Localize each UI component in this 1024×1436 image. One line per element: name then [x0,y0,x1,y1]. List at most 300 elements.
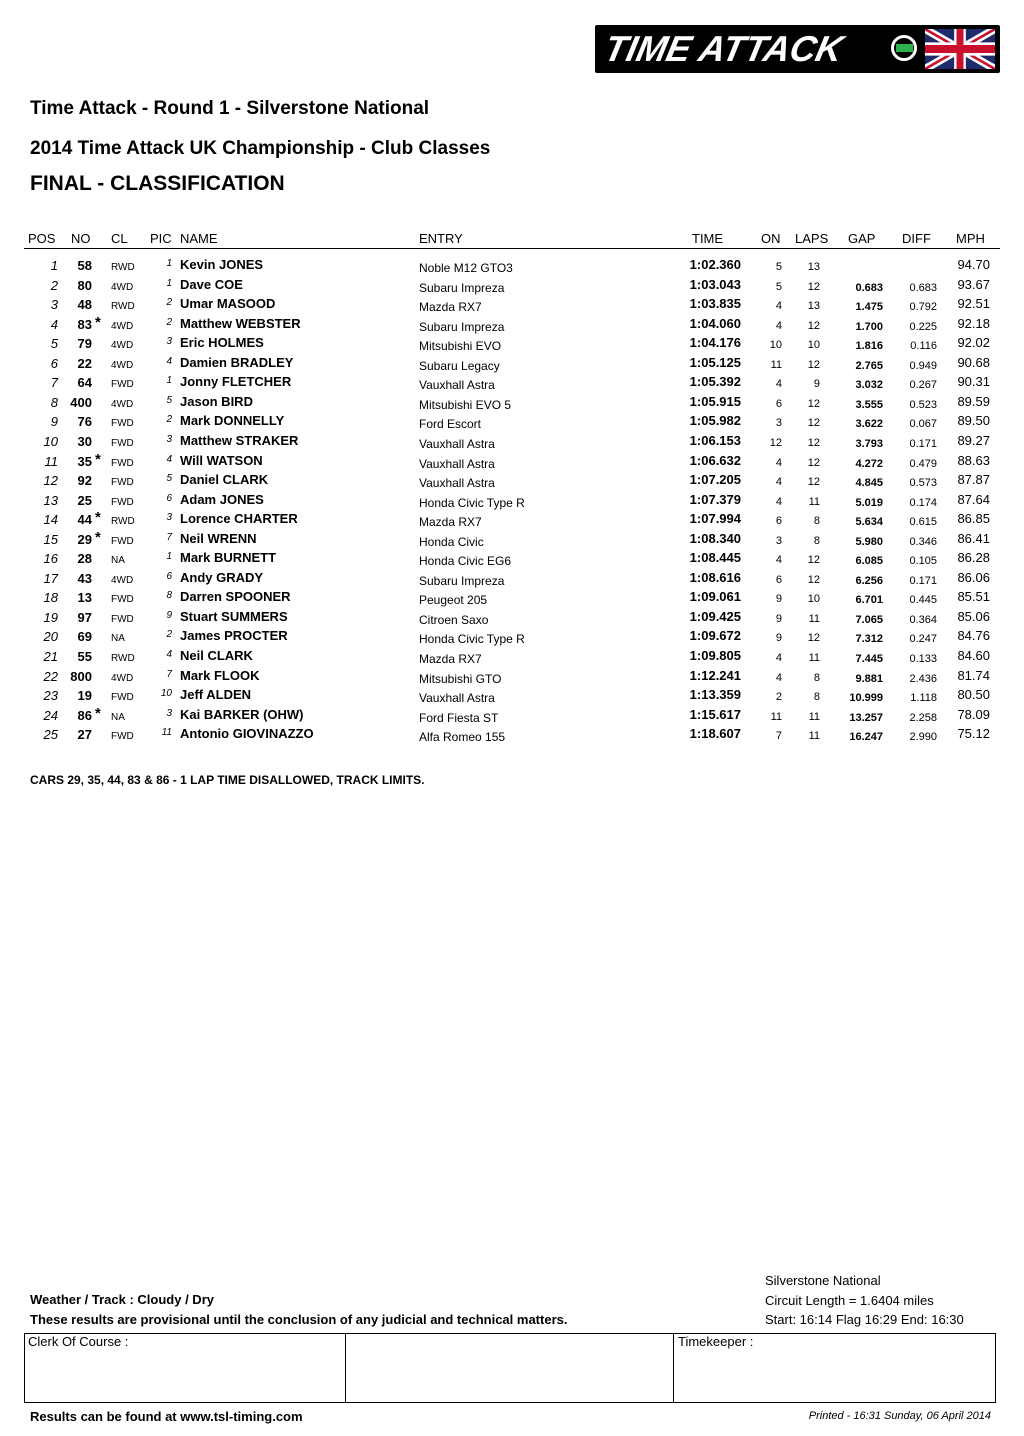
class-cell: FWD [111,496,134,508]
gap-cell: 5.019 [855,496,883,509]
entry-cell: Citroen Saxo [419,612,489,627]
mph-cell: 84.76 [957,628,990,644]
laps-cell: 11 [808,730,820,743]
car-number: 86 [77,707,92,723]
diff-cell: 0.105 [909,555,937,568]
diff-cell: 0.225 [909,320,937,333]
table-row [0,548,1024,567]
clerk-of-course-label: Clerk Of Course : [28,1334,129,1349]
class-cell: FWD [111,379,134,391]
class-cell: 4WD [111,281,134,293]
union-flag-icon [925,29,995,69]
gap-cell: 1.700 [855,320,883,333]
entry-cell: Honda Civic Type R [419,632,525,647]
col-no: NO [71,231,91,246]
driver-name: Neil CLARK [180,648,253,663]
laps-cell: 10 [807,339,820,352]
pos-cell: 2 [50,277,58,293]
mph-cell: 86.85 [957,511,990,527]
gap-cell: 3.793 [855,437,883,450]
mph-cell: 86.06 [957,569,990,585]
mph-cell: 85.51 [957,589,990,605]
laps-cell: 12 [807,456,820,469]
table-row [0,509,1024,528]
entry-cell: Subaru Impreza [419,319,505,334]
col-pic: PIC [150,231,172,246]
on-lap: 5 [775,280,782,293]
driver-name: Adam JONES [180,491,264,507]
mph-cell: 85.06 [957,608,990,624]
gap-cell: 3.032 [855,379,883,392]
mph-cell: 78.09 [957,706,990,722]
diff-cell: 2.990 [909,731,937,744]
laps-cell: 12 [807,358,820,371]
best-time: 1:07.994 [689,511,741,527]
pic-cell: 3 [166,707,172,719]
on-lap: 4 [775,456,782,469]
laps-cell: 11 [808,612,820,625]
gap-cell: 3.622 [855,418,883,431]
classification-title: FINAL - CLASSIFICATION [30,172,285,195]
mph-cell: 89.59 [957,393,990,409]
pic-cell: 2 [166,297,172,309]
class-cell: RWD [111,262,135,273]
signature-divider [345,1333,346,1403]
laps-cell: 12 [807,319,820,332]
car-number: 29 [77,531,92,547]
col-entry: ENTRY [419,231,463,246]
driver-name: Umar MASOOD [180,296,276,312]
table-row [0,392,1024,411]
disallowed-marker: * [95,704,101,722]
diff-cell: 0.133 [909,653,937,665]
class-cell: NA [111,555,125,567]
diff-cell: 2.436 [909,672,937,685]
best-time: 1:05.125 [689,354,741,370]
driver-name: Dave COE [180,276,243,292]
class-cell: 4WD [111,574,134,586]
pos-cell: 25 [43,727,58,743]
car-number: 19 [77,688,92,704]
on-lap: 6 [775,397,782,410]
diff-cell: 0.171 [909,574,937,587]
car-number: 25 [77,492,92,508]
laps-cell: 12 [807,417,820,430]
driver-name: Jonny FLETCHER [180,374,292,390]
entry-cell: Vauxhall Astra [419,436,495,451]
best-time: 1:04.176 [689,335,741,351]
results-link: Results can be found at www.tsl-timing.com [30,1409,303,1424]
on-lap: 4 [775,495,782,508]
best-time: 1:08.445 [689,550,741,566]
driver-name: Daniel CLARK [180,472,269,488]
gap-cell: 3.555 [855,398,883,411]
on-lap: 9 [775,593,782,606]
car-number: 55 [77,649,92,664]
entry-cell: Mitsubishi EVO [419,339,502,354]
entry-cell: Peugeot 205 [419,593,488,608]
gap-cell: 0.683 [855,281,883,294]
car-number: 58 [77,258,92,273]
time-attack-logo [595,25,1000,73]
laps-cell: 12 [807,397,820,410]
class-cell: 4WD [111,672,134,684]
gap-cell: 1.816 [855,340,883,353]
laps-cell: 8 [813,691,820,704]
best-time: 1:07.205 [689,472,741,488]
table-row [0,431,1024,450]
entry-cell: Subaru Impreza [419,280,505,295]
gap-cell: 7.445 [855,653,883,665]
laps-cell: 11 [808,652,820,664]
gap-cell: 4.845 [855,477,883,490]
gap-cell: 4.272 [855,457,883,470]
mph-cell: 87.87 [957,472,990,488]
class-cell: 4WD [111,398,134,410]
gap-cell: 1.475 [855,301,883,314]
driver-name: Will WATSON [180,452,263,468]
class-cell: FWD [111,731,134,743]
car-number: 800 [70,668,92,684]
mph-cell: 88.63 [957,452,990,468]
on-lap: 11 [770,358,782,371]
best-time: 1:05.982 [689,413,741,429]
driver-name: Antonio GIOVINAZZO [180,726,314,742]
on-lap: 3 [775,534,782,547]
car-number: 64 [77,375,92,391]
table-row [0,372,1024,391]
class-cell: FWD [111,418,134,430]
pos-cell: 18 [43,590,58,606]
table-row [0,607,1024,626]
mph-cell: 93.67 [957,276,990,292]
pic-cell: 4 [166,355,172,367]
circuit-length: Circuit Length = 1.6404 miles [765,1293,934,1308]
entry-cell: Honda Civic EG6 [419,554,512,569]
entry-cell: Mitsubishi EVO 5 [419,397,512,412]
diff-cell: 2.258 [909,711,937,724]
penalty-note: CARS 29, 35, 44, 83 & 86 - 1 LAP TIME DISALLOWED, TRACK LIMITS. [30,773,425,787]
mph-cell: 89.50 [957,413,990,429]
pic-cell: 6 [166,492,172,504]
car-number: 76 [77,414,92,430]
laps-cell: 10 [807,593,820,606]
diff-cell: 0.247 [909,633,937,646]
entry-cell: Vauxhall Astra [419,476,495,491]
best-time: 1:15.617 [689,706,741,722]
car-number: 43 [77,570,92,586]
header-rule [24,248,1000,249]
entry-cell: Vauxhall Astra [419,691,495,706]
diff-cell: 0.615 [909,516,937,529]
car-number: 48 [77,297,92,313]
diff-cell: 0.267 [909,379,937,392]
mph-cell: 92.02 [957,335,990,351]
mph-cell: 90.31 [957,374,990,390]
class-cell: FWD [111,437,134,449]
col-mph: MPH [956,231,985,246]
table-row [0,646,1024,665]
on-lap: 12 [769,436,782,449]
pic-cell: 1 [166,551,172,563]
diff-cell: 0.445 [909,594,937,607]
car-number: 44 [77,512,92,528]
weather-track: Weather / Track : Cloudy / Dry [30,1292,214,1307]
pos-cell: 8 [50,394,58,410]
laps-cell: 12 [807,632,820,645]
printed-timestamp: Printed - 16:31 Sunday, 06 April 2014 [808,1410,991,1422]
best-time: 1:09.672 [689,628,741,644]
table-row [0,724,1024,743]
mph-cell: 84.60 [957,648,990,663]
on-lap: 4 [775,554,782,567]
logo-text: TIME ATTACK [600,28,847,69]
diff-cell: 0.346 [909,535,937,548]
driver-name: Stuart SUMMERS [180,608,288,624]
table-row [0,626,1024,645]
entry-cell: Honda Civic [419,534,484,549]
car-number: 92 [77,473,92,489]
mph-cell: 94.70 [957,257,990,272]
driver-name: Jason BIRD [180,393,253,409]
session-times: Start: 16:14 Flag 16:29 End: 16:30 [765,1312,964,1327]
laps-cell: 11 [808,495,820,508]
best-time: 1:05.392 [689,374,741,390]
entry-cell: Mazda RX7 [419,300,482,315]
class-cell: RWD [111,653,135,664]
diff-cell: 0.479 [909,457,937,470]
pic-cell: 7 [166,531,172,543]
pic-cell: 4 [166,453,172,465]
signature-box [24,1333,996,1403]
diff-cell: 0.364 [909,613,937,626]
diff-cell: 0.067 [909,418,937,431]
best-time: 1:06.632 [689,452,741,468]
best-time: 1:12.241 [689,667,741,683]
pos-cell: 13 [43,492,58,508]
car-number: 22 [77,355,92,371]
entry-cell: Mazda RX7 [419,515,482,530]
on-lap: 4 [775,300,782,313]
gap-cell: 6.701 [855,594,883,607]
event-title: Time Attack - Round 1 - Silverstone National [30,98,430,119]
pos-cell: 11 [44,453,58,469]
table-row [0,314,1024,333]
laps-cell: 8 [813,671,820,684]
table-row [0,490,1024,509]
driver-name: Jeff ALDEN [180,687,252,703]
entry-cell: Mitsubishi GTO [419,671,502,686]
best-time: 1:07.379 [689,491,741,507]
col-gap: GAP [848,231,876,246]
pic-cell: 1 [166,375,172,387]
col-cl: CL [111,231,128,246]
class-cell: FWD [111,692,134,704]
pic-cell: 3 [166,433,172,445]
car-number: 13 [77,590,92,606]
pic-cell: 6 [166,570,172,582]
logo-badge-icon [896,44,913,52]
laps-cell: 13 [807,261,820,273]
pic-cell: 10 [160,688,172,700]
on-lap: 9 [775,632,782,645]
driver-name: James PROCTER [180,628,288,644]
driver-name: Mark BURNETT [180,550,277,566]
table-row [0,451,1024,470]
on-lap: 9 [775,612,782,625]
pos-cell: 22 [43,668,58,684]
best-time: 1:08.616 [689,569,741,585]
class-cell: RWD [111,516,135,528]
car-number: 35 [77,453,92,469]
car-number: 30 [77,433,92,449]
gap-cell: 10.999 [849,692,883,705]
entry-cell: Ford Fiesta ST [419,710,499,725]
on-lap: 3 [775,417,782,430]
class-cell: FWD [111,594,134,606]
class-cell: 4WD [111,340,134,352]
on-lap: 6 [775,515,782,528]
on-lap: 10 [769,339,782,352]
gap-cell: 13.257 [849,711,883,724]
pic-cell: 3 [166,336,172,348]
pos-cell: 23 [43,688,58,704]
mph-cell: 92.18 [957,315,990,331]
class-cell: FWD [111,613,134,625]
diff-cell: 0.792 [909,301,937,314]
col-on: ON [761,231,781,246]
diff-cell: 0.573 [909,477,937,490]
laps-cell: 12 [807,573,820,586]
gap-cell: 7.312 [855,633,883,646]
laps-cell: 12 [807,280,820,293]
on-lap: 4 [775,476,782,489]
driver-name: Andy GRADY [180,569,264,585]
class-cell: NA [111,711,125,723]
pos-cell: 16 [43,551,58,567]
disallowed-marker: * [95,450,101,468]
gap-cell: 5.634 [855,516,883,529]
mph-cell: 86.41 [957,530,990,546]
laps-cell: 8 [813,515,820,528]
provisional-notice: These results are provisional until the conclusion of any judicial and technical matters. [30,1312,568,1327]
best-time: 1:18.607 [689,726,741,742]
timekeeper-label: Timekeeper : [678,1334,754,1349]
on-lap: 7 [775,730,782,743]
entry-cell: Subaru Legacy [419,358,500,373]
pos-cell: 5 [50,336,58,352]
best-time: 1:09.805 [689,648,741,663]
on-lap: 4 [775,652,782,664]
pos-cell: 17 [43,570,58,586]
entry-cell: Vauxhall Astra [419,456,495,471]
pos-cell: 1 [50,258,58,273]
pos-cell: 21 [43,649,58,664]
signature-divider [673,1333,674,1403]
diff-cell: 0.116 [910,340,937,353]
on-lap: 4 [775,319,782,332]
car-number: 97 [77,609,92,625]
entry-cell: Noble M12 GTO3 [419,261,513,275]
col-laps: LAPS [795,231,829,246]
table-row [0,587,1024,606]
table-row [0,666,1024,685]
gap-cell: 9.881 [855,672,883,685]
mph-cell: 81.74 [957,667,990,683]
disallowed-marker: * [95,528,101,546]
venue-name: Silverstone National [765,1273,881,1288]
driver-name: Kevin JONES [180,257,264,272]
mph-cell: 87.64 [957,491,990,507]
pos-cell: 6 [50,355,58,371]
pos-cell: 19 [43,609,58,625]
diff-cell: 0.949 [909,359,937,372]
entry-cell: Ford Escort [419,417,482,432]
class-cell: NA [111,633,125,645]
col-pos: POS [28,231,56,246]
diff-cell: 0.171 [909,437,937,450]
entry-cell: Vauxhall Astra [419,378,495,393]
disallowed-marker: * [95,313,101,331]
pic-cell: 5 [166,473,172,485]
car-number: 79 [77,336,92,352]
gap-cell: 6.085 [855,555,883,568]
table-row [0,705,1024,724]
laps-cell: 12 [807,476,820,489]
mph-cell: 90.68 [957,354,990,370]
table-row [0,294,1024,313]
pic-cell: 1 [166,258,172,269]
gap-cell: 7.065 [855,613,883,626]
pos-cell: 10 [43,433,58,449]
driver-name: Lorence CHARTER [180,511,298,527]
on-lap: 4 [775,671,782,684]
table-row [0,255,1024,274]
car-number: 80 [77,277,92,293]
gap-cell: 2.765 [855,359,883,372]
pos-cell: 4 [50,316,58,332]
laps-cell: 12 [807,436,820,449]
table-row [0,470,1024,489]
on-lap: 11 [770,710,782,723]
diff-cell: 0.683 [909,281,937,294]
car-number: 27 [77,727,92,743]
table-row [0,568,1024,587]
driver-name: Kai BARKER (OHW) [180,706,304,722]
mph-cell: 89.27 [957,432,990,448]
mph-cell: 75.12 [957,726,990,742]
pos-cell: 7 [50,375,58,391]
pic-cell: 1 [166,277,172,289]
on-lap: 5 [775,261,782,273]
diff-cell: 0.174 [909,496,937,509]
best-time: 1:03.043 [689,276,741,292]
laps-cell: 12 [807,554,820,567]
pic-cell: 8 [166,590,172,602]
laps-cell: 9 [813,378,820,391]
driver-name: Darren SPOONER [180,589,291,605]
diff-cell: 0.523 [909,398,937,411]
best-time: 1:04.060 [689,315,741,331]
best-time: 1:02.360 [689,257,741,272]
pic-cell: 2 [166,316,172,328]
entry-cell: Mazda RX7 [419,652,482,666]
class-cell: FWD [111,457,134,469]
table-row [0,685,1024,704]
car-number: 83 [77,316,92,332]
driver-name: Mark FLOOK [180,667,260,683]
championship-title: 2014 Time Attack UK Championship - Club Classes [30,138,491,159]
